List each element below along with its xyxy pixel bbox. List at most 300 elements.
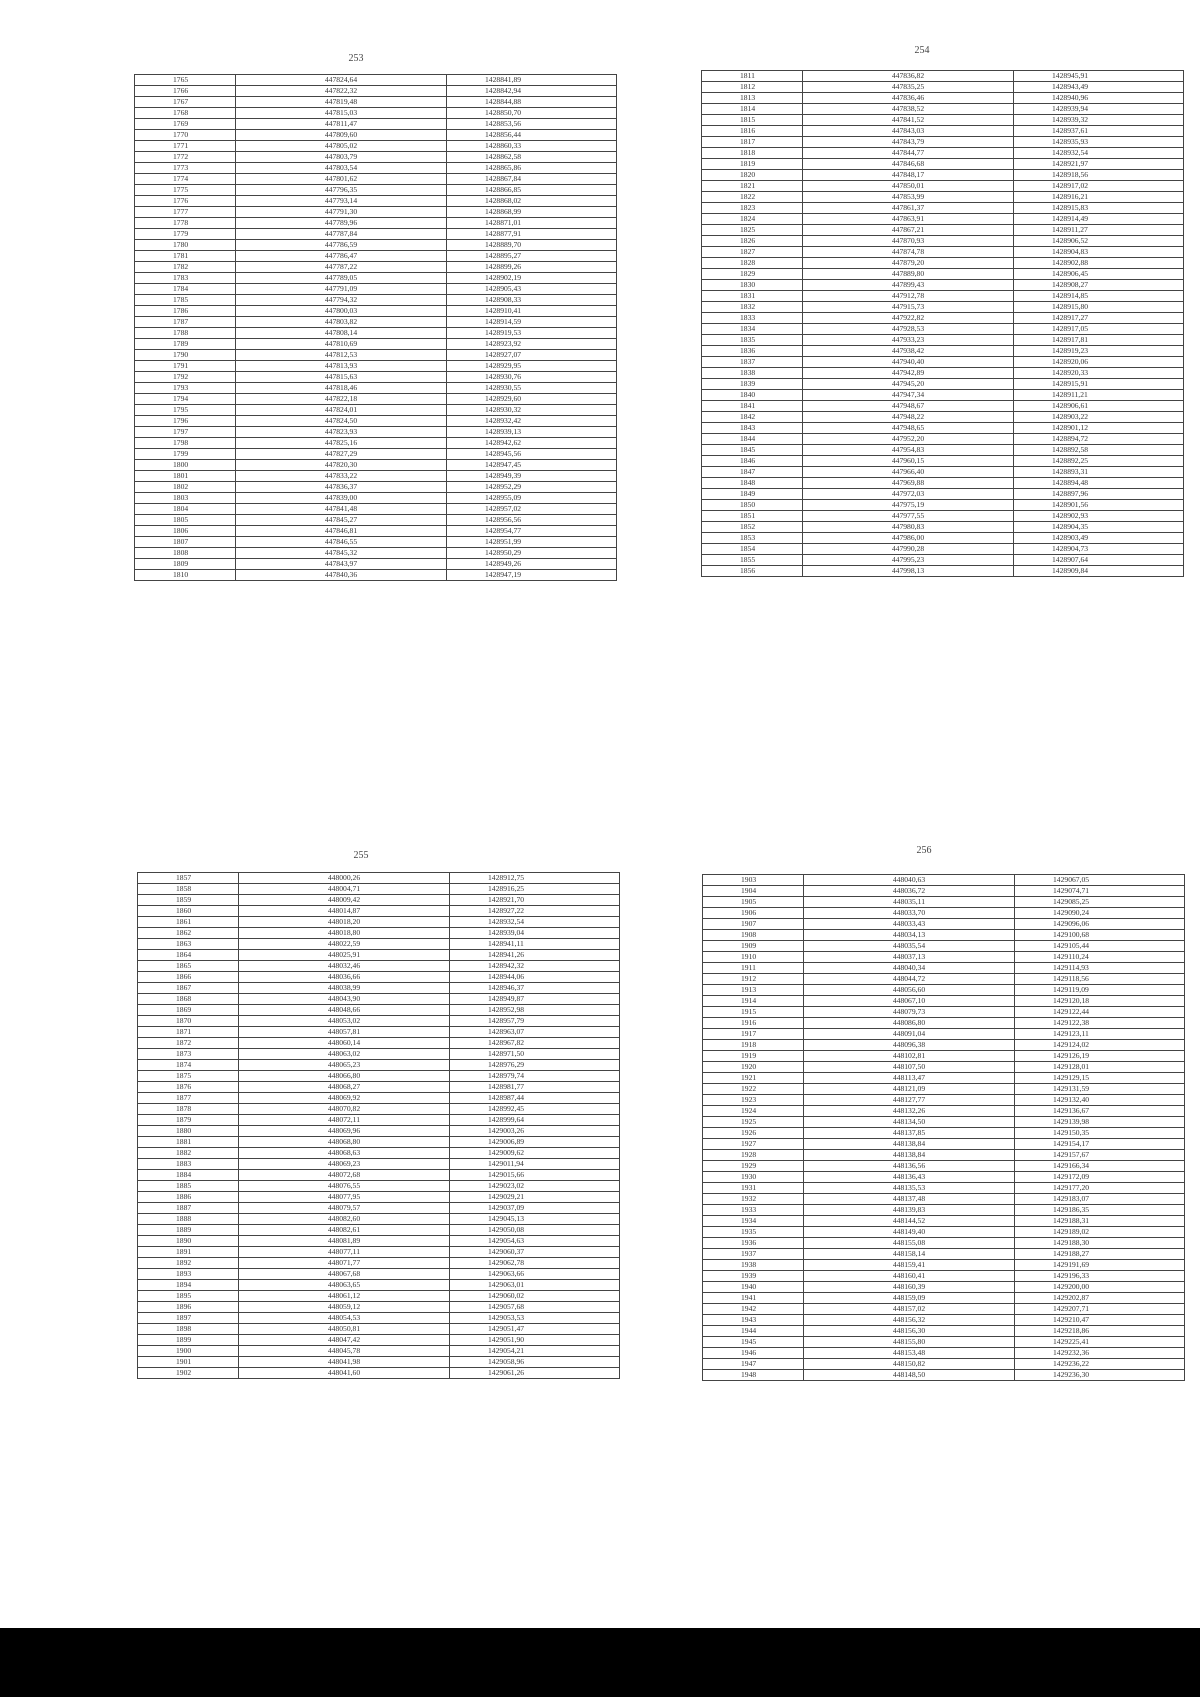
point-number-cell: 1804: [135, 504, 236, 515]
table-row: [702, 93, 1184, 104]
table-row: [703, 1337, 1185, 1348]
y-coordinate-cell: 1428906,45: [1014, 269, 1184, 280]
table-row: [138, 928, 620, 939]
table-row: [135, 328, 617, 339]
x-coordinate-cell: 447801,62: [236, 174, 447, 185]
y-coordinate-cell: 1428941,26: [450, 950, 620, 961]
y-coordinate-cell: 1429057,68: [450, 1302, 620, 1313]
x-coordinate-cell: 447912,78: [803, 291, 1014, 302]
point-number-cell: 1906: [703, 908, 804, 919]
x-coordinate-cell: 447969,88: [803, 478, 1014, 489]
x-coordinate-cell: 447825,16: [236, 438, 447, 449]
coordinates-table-256: [702, 874, 1185, 1381]
y-coordinate-cell: 1429053,53: [450, 1313, 620, 1324]
coordinates-table-254: [701, 70, 1184, 577]
y-coordinate-cell: 1428919,53: [447, 328, 617, 339]
y-coordinate-cell: 1428987,44: [450, 1093, 620, 1104]
table-row: [138, 950, 620, 961]
x-coordinate-cell: 448159,41: [804, 1260, 1015, 1271]
table-row: [138, 873, 620, 884]
point-number-cell: 1894: [138, 1280, 239, 1291]
x-coordinate-cell: 448038,99: [239, 983, 450, 994]
point-number-cell: 1836: [702, 346, 803, 357]
x-coordinate-cell: 447990,28: [803, 544, 1014, 555]
y-coordinate-cell: 1429050,08: [450, 1225, 620, 1236]
y-coordinate-cell: 1428915,83: [1014, 203, 1184, 214]
point-number-cell: 1830: [702, 280, 803, 291]
point-number-cell: 1899: [138, 1335, 239, 1346]
y-coordinate-cell: 1429011,94: [450, 1159, 620, 1170]
y-coordinate-cell: 1429074,71: [1015, 886, 1185, 897]
point-number-cell: 1947: [703, 1359, 804, 1370]
table-row: [135, 537, 617, 548]
x-coordinate-cell: 447998,13: [803, 566, 1014, 577]
point-number-cell: 1766: [135, 86, 236, 97]
x-coordinate-cell: 448107,50: [804, 1062, 1015, 1073]
y-coordinate-cell: 1428917,05: [1014, 324, 1184, 335]
page-number-255: 255: [353, 850, 369, 861]
y-coordinate-cell: 1428899,26: [447, 262, 617, 273]
x-coordinate-cell: 448056,60: [804, 985, 1015, 996]
x-coordinate-cell: 447922,82: [803, 313, 1014, 324]
table-row: [702, 368, 1184, 379]
table-row: [703, 1139, 1185, 1150]
x-coordinate-cell: 447933,23: [803, 335, 1014, 346]
y-coordinate-cell: 1429023,02: [450, 1181, 620, 1192]
x-coordinate-cell: 447822,32: [236, 86, 447, 97]
y-coordinate-cell: 1429003,26: [450, 1126, 620, 1137]
point-number-cell: 1824: [702, 214, 803, 225]
x-coordinate-cell: 448079,57: [239, 1203, 450, 1214]
x-coordinate-cell: 448136,56: [804, 1161, 1015, 1172]
table-row: [703, 1018, 1185, 1029]
point-number-cell: 1817: [702, 137, 803, 148]
table-row: [703, 1348, 1185, 1359]
point-number-cell: 1795: [135, 405, 236, 416]
x-coordinate-cell: 447839,00: [236, 493, 447, 504]
table-row: [135, 284, 617, 295]
table-row: [135, 163, 617, 174]
y-coordinate-cell: 1429189,02: [1015, 1227, 1185, 1238]
y-coordinate-cell: 1429060,02: [450, 1291, 620, 1302]
point-number-cell: 1872: [138, 1038, 239, 1049]
point-number-cell: 1768: [135, 108, 236, 119]
table-row: [703, 1249, 1185, 1260]
table-row: [138, 1368, 620, 1379]
point-number-cell: 1879: [138, 1115, 239, 1126]
table-row: [135, 416, 617, 427]
point-number-cell: 1832: [702, 302, 803, 313]
point-number-cell: 1806: [135, 526, 236, 537]
point-number-cell: 1858: [138, 884, 239, 895]
y-coordinate-cell: 1428914,49: [1014, 214, 1184, 225]
page-number-256: 256: [916, 845, 932, 856]
table-row: [703, 1227, 1185, 1238]
y-coordinate-cell: 1428915,80: [1014, 302, 1184, 313]
table-row: [138, 895, 620, 906]
x-coordinate-cell: 447824,64: [236, 75, 447, 86]
table-row: [702, 500, 1184, 511]
table-row: [138, 1093, 620, 1104]
y-coordinate-cell: 1428947,45: [447, 460, 617, 471]
point-number-cell: 1851: [702, 511, 803, 522]
point-number-cell: 1935: [703, 1227, 804, 1238]
y-coordinate-cell: 1429131,59: [1015, 1084, 1185, 1095]
x-coordinate-cell: 448069,92: [239, 1093, 450, 1104]
table-row: [702, 126, 1184, 137]
y-coordinate-cell: 1428909,84: [1014, 566, 1184, 577]
table-row: [703, 1282, 1185, 1293]
table-row: [135, 185, 617, 196]
y-coordinate-cell: 1428944,06: [450, 972, 620, 983]
x-coordinate-cell: 447822,18: [236, 394, 447, 405]
x-coordinate-cell: 447823,93: [236, 427, 447, 438]
table-row: [138, 1082, 620, 1093]
x-coordinate-cell: 448139,83: [804, 1205, 1015, 1216]
table-row: [138, 917, 620, 928]
point-number-cell: 1863: [138, 939, 239, 950]
y-coordinate-cell: 1429061,26: [450, 1368, 620, 1379]
y-coordinate-cell: 1429188,31: [1015, 1216, 1185, 1227]
y-coordinate-cell: 1428946,37: [450, 983, 620, 994]
table-row: [138, 1049, 620, 1060]
point-number-cell: 1895: [138, 1291, 239, 1302]
y-coordinate-cell: 1428914,59: [447, 317, 617, 328]
table-row: [138, 1236, 620, 1247]
point-number-cell: 1948: [703, 1370, 804, 1381]
table-row: [138, 1104, 620, 1115]
point-number-cell: 1929: [703, 1161, 804, 1172]
x-coordinate-cell: 447793,14: [236, 196, 447, 207]
table-row: [703, 1040, 1185, 1051]
table-row: [703, 1293, 1185, 1304]
table-row: [135, 97, 617, 108]
table-row: [703, 1084, 1185, 1095]
point-number-cell: 1838: [702, 368, 803, 379]
point-number-cell: 1846: [702, 456, 803, 467]
point-number-cell: 1870: [138, 1016, 239, 1027]
x-coordinate-cell: 447846,81: [236, 526, 447, 537]
y-coordinate-cell: 1428942,62: [447, 438, 617, 449]
x-coordinate-cell: 447986,00: [803, 533, 1014, 544]
y-coordinate-cell: 1429090,24: [1015, 908, 1185, 919]
x-coordinate-cell: 448076,55: [239, 1181, 450, 1192]
table-row: [702, 302, 1184, 313]
point-number-cell: 1892: [138, 1258, 239, 1269]
point-number-cell: 1807: [135, 537, 236, 548]
table-row: [135, 108, 617, 119]
x-coordinate-cell: 447954,83: [803, 445, 1014, 456]
y-coordinate-cell: 1428903,22: [1014, 412, 1184, 423]
point-number-cell: 1928: [703, 1150, 804, 1161]
x-coordinate-cell: 448121,09: [804, 1084, 1015, 1095]
x-coordinate-cell: 447975,19: [803, 500, 1014, 511]
x-coordinate-cell: 448034,13: [804, 930, 1015, 941]
x-coordinate-cell: 448067,10: [804, 996, 1015, 1007]
y-coordinate-cell: 1429188,30: [1015, 1238, 1185, 1249]
x-coordinate-cell: 447995,23: [803, 555, 1014, 566]
x-coordinate-cell: 447796,35: [236, 185, 447, 196]
x-coordinate-cell: 447948,65: [803, 423, 1014, 434]
table-row: [703, 996, 1185, 1007]
table-row: [703, 908, 1185, 919]
y-coordinate-cell: 1428862,58: [447, 152, 617, 163]
y-coordinate-cell: 1428921,70: [450, 895, 620, 906]
x-coordinate-cell: 447945,20: [803, 379, 1014, 390]
x-coordinate-cell: 448009,42: [239, 895, 450, 906]
table-row: [703, 1326, 1185, 1337]
x-coordinate-cell: 447841,48: [236, 504, 447, 515]
y-coordinate-cell: 1428937,61: [1014, 126, 1184, 137]
table-row: [138, 1137, 620, 1148]
point-number-cell: 1912: [703, 974, 804, 985]
y-coordinate-cell: 1429060,37: [450, 1247, 620, 1258]
x-coordinate-cell: 448036,72: [804, 886, 1015, 897]
y-coordinate-cell: 1428957,79: [450, 1016, 620, 1027]
point-number-cell: 1822: [702, 192, 803, 203]
x-coordinate-cell: 448040,63: [804, 875, 1015, 886]
point-number-cell: 1799: [135, 449, 236, 460]
y-coordinate-cell: 1428945,56: [447, 449, 617, 460]
x-coordinate-cell: 447833,22: [236, 471, 447, 482]
table-row: [135, 383, 617, 394]
y-coordinate-cell: 1429058,96: [450, 1357, 620, 1368]
point-number-cell: 1823: [702, 203, 803, 214]
table-row: [138, 983, 620, 994]
x-coordinate-cell: 448156,30: [804, 1326, 1015, 1337]
y-coordinate-cell: 1429119,09: [1015, 985, 1185, 996]
x-coordinate-cell: 448045,78: [239, 1346, 450, 1357]
table-row: [135, 273, 617, 284]
y-coordinate-cell: 1428949,39: [447, 471, 617, 482]
point-number-cell: 1816: [702, 126, 803, 137]
table-row: [702, 291, 1184, 302]
point-number-cell: 1765: [135, 75, 236, 86]
x-coordinate-cell: 448050,81: [239, 1324, 450, 1335]
x-coordinate-cell: 448134,50: [804, 1117, 1015, 1128]
x-coordinate-cell: 448138,84: [804, 1139, 1015, 1150]
point-number-cell: 1945: [703, 1337, 804, 1348]
x-coordinate-cell: 447820,30: [236, 460, 447, 471]
y-coordinate-cell: 1428917,02: [1014, 181, 1184, 192]
point-number-cell: 1797: [135, 427, 236, 438]
point-number-cell: 1932: [703, 1194, 804, 1205]
y-coordinate-cell: 1429062,78: [450, 1258, 620, 1269]
point-number-cell: 1924: [703, 1106, 804, 1117]
table-row: [135, 229, 617, 240]
x-coordinate-cell: 448160,39: [804, 1282, 1015, 1293]
point-number-cell: 1901: [138, 1357, 239, 1368]
table-row: [135, 350, 617, 361]
y-coordinate-cell: 1428950,29: [447, 548, 617, 559]
y-coordinate-cell: 1429202,87: [1015, 1293, 1185, 1304]
x-coordinate-cell: 448160,41: [804, 1271, 1015, 1282]
table-row: [135, 559, 617, 570]
y-coordinate-cell: 1428912,75: [450, 873, 620, 884]
point-number-cell: 1884: [138, 1170, 239, 1181]
table-row: [135, 141, 617, 152]
table-row: [138, 939, 620, 950]
x-coordinate-cell: 447789,96: [236, 218, 447, 229]
y-coordinate-cell: 1428932,54: [450, 917, 620, 928]
point-number-cell: 1810: [135, 570, 236, 581]
table-row: [138, 1005, 620, 1016]
y-coordinate-cell: 1428929,60: [447, 394, 617, 405]
x-coordinate-cell: 448148,50: [804, 1370, 1015, 1381]
table-row: [703, 1128, 1185, 1139]
y-coordinate-cell: 1428920,33: [1014, 368, 1184, 379]
point-number-cell: 1882: [138, 1148, 239, 1159]
x-coordinate-cell: 448054,53: [239, 1313, 450, 1324]
point-number-cell: 1926: [703, 1128, 804, 1139]
table-row: [135, 240, 617, 251]
point-number-cell: 1936: [703, 1238, 804, 1249]
point-number-cell: 1827: [702, 247, 803, 258]
x-coordinate-cell: 448071,77: [239, 1258, 450, 1269]
y-coordinate-cell: 1428930,55: [447, 383, 617, 394]
point-number-cell: 1864: [138, 950, 239, 961]
table-row: [138, 1170, 620, 1181]
x-coordinate-cell: 448077,95: [239, 1192, 450, 1203]
y-coordinate-cell: 1429006,89: [450, 1137, 620, 1148]
point-number-cell: 1914: [703, 996, 804, 1007]
y-coordinate-cell: 1428919,23: [1014, 346, 1184, 357]
table-row: [703, 1359, 1185, 1370]
x-coordinate-cell: 448053,02: [239, 1016, 450, 1027]
x-coordinate-cell: 447845,27: [236, 515, 447, 526]
y-coordinate-cell: 1429054,21: [450, 1346, 620, 1357]
table-row: [138, 1115, 620, 1126]
point-number-cell: 1793: [135, 383, 236, 394]
point-number-cell: 1900: [138, 1346, 239, 1357]
x-coordinate-cell: 447815,63: [236, 372, 447, 383]
y-coordinate-cell: 1428894,48: [1014, 478, 1184, 489]
y-coordinate-cell: 1428939,13: [447, 427, 617, 438]
table-row: [702, 247, 1184, 258]
table-row: [702, 170, 1184, 181]
y-coordinate-cell: 1429100,68: [1015, 930, 1185, 941]
point-number-cell: 1811: [702, 71, 803, 82]
y-coordinate-cell: 1429177,20: [1015, 1183, 1185, 1194]
point-number-cell: 1777: [135, 207, 236, 218]
y-coordinate-cell: 1428911,21: [1014, 390, 1184, 401]
x-coordinate-cell: 447928,53: [803, 324, 1014, 335]
point-number-cell: 1841: [702, 401, 803, 412]
x-coordinate-cell: 447977,55: [803, 511, 1014, 522]
point-number-cell: 1867: [138, 983, 239, 994]
x-coordinate-cell: 448068,80: [239, 1137, 450, 1148]
x-coordinate-cell: 447794,32: [236, 295, 447, 306]
table-row: [135, 295, 617, 306]
x-coordinate-cell: 447819,48: [236, 97, 447, 108]
y-coordinate-cell: 1428905,43: [447, 284, 617, 295]
y-coordinate-cell: 1428949,26: [447, 559, 617, 570]
point-number-cell: 1889: [138, 1225, 239, 1236]
table-row: [702, 401, 1184, 412]
point-number-cell: 1921: [703, 1073, 804, 1084]
x-coordinate-cell: 447843,79: [803, 137, 1014, 148]
point-number-cell: 1876: [138, 1082, 239, 1093]
x-coordinate-cell: 448004,71: [239, 884, 450, 895]
point-number-cell: 1890: [138, 1236, 239, 1247]
y-coordinate-cell: 1428901,12: [1014, 423, 1184, 434]
table-row: [135, 449, 617, 460]
point-number-cell: 1913: [703, 985, 804, 996]
table-row: [703, 941, 1185, 952]
x-coordinate-cell: 448067,68: [239, 1269, 450, 1280]
x-coordinate-cell: 448082,60: [239, 1214, 450, 1225]
y-coordinate-cell: 1428949,87: [450, 994, 620, 1005]
x-coordinate-cell: 447827,29: [236, 449, 447, 460]
x-coordinate-cell: 447836,46: [803, 93, 1014, 104]
x-coordinate-cell: 447818,46: [236, 383, 447, 394]
table-row: [135, 471, 617, 482]
y-coordinate-cell: 1428911,27: [1014, 225, 1184, 236]
point-number-cell: 1893: [138, 1269, 239, 1280]
point-number-cell: 1916: [703, 1018, 804, 1029]
table-row: [702, 159, 1184, 170]
y-coordinate-cell: 1428942,32: [450, 961, 620, 972]
table-row: [138, 1027, 620, 1038]
point-number-cell: 1792: [135, 372, 236, 383]
y-coordinate-cell: 1428923,92: [447, 339, 617, 350]
y-coordinate-cell: 1429096,06: [1015, 919, 1185, 930]
x-coordinate-cell: 447940,40: [803, 357, 1014, 368]
x-coordinate-cell: 447811,47: [236, 119, 447, 130]
point-number-cell: 1865: [138, 961, 239, 972]
x-coordinate-cell: 448127,77: [804, 1095, 1015, 1106]
y-coordinate-cell: 1428957,02: [447, 504, 617, 515]
table-row: [702, 192, 1184, 203]
point-number-cell: 1796: [135, 416, 236, 427]
y-coordinate-cell: 1428947,19: [447, 570, 617, 581]
x-coordinate-cell: 448102,81: [804, 1051, 1015, 1062]
point-number-cell: 1776: [135, 196, 236, 207]
point-number-cell: 1835: [702, 335, 803, 346]
x-coordinate-cell: 448068,63: [239, 1148, 450, 1159]
table-row: [703, 1150, 1185, 1161]
y-coordinate-cell: 1428967,82: [450, 1038, 620, 1049]
table-row: [135, 438, 617, 449]
x-coordinate-cell: 448150,82: [804, 1359, 1015, 1370]
x-coordinate-cell: 448033,43: [804, 919, 1015, 930]
y-coordinate-cell: 1429132,40: [1015, 1095, 1185, 1106]
x-coordinate-cell: 448072,68: [239, 1170, 450, 1181]
table-row: [702, 258, 1184, 269]
table-row: [138, 1357, 620, 1368]
table-row: [138, 1192, 620, 1203]
y-coordinate-cell: 1429136,67: [1015, 1106, 1185, 1117]
y-coordinate-cell: 1428895,27: [447, 251, 617, 262]
table-row: [702, 71, 1184, 82]
y-coordinate-cell: 1428892,25: [1014, 456, 1184, 467]
y-coordinate-cell: 1428932,54: [1014, 148, 1184, 159]
point-number-cell: 1904: [703, 886, 804, 897]
table-row: [138, 906, 620, 917]
point-number-cell: 1850: [702, 500, 803, 511]
point-number-cell: 1782: [135, 262, 236, 273]
point-number-cell: 1808: [135, 548, 236, 559]
y-coordinate-cell: 1428904,73: [1014, 544, 1184, 555]
point-number-cell: 1860: [138, 906, 239, 917]
point-number-cell: 1845: [702, 445, 803, 456]
point-number-cell: 1868: [138, 994, 239, 1005]
y-coordinate-cell: 1429110,24: [1015, 952, 1185, 963]
x-coordinate-cell: 447850,01: [803, 181, 1014, 192]
table-row: [702, 445, 1184, 456]
point-number-cell: 1829: [702, 269, 803, 280]
x-coordinate-cell: 447786,59: [236, 240, 447, 251]
